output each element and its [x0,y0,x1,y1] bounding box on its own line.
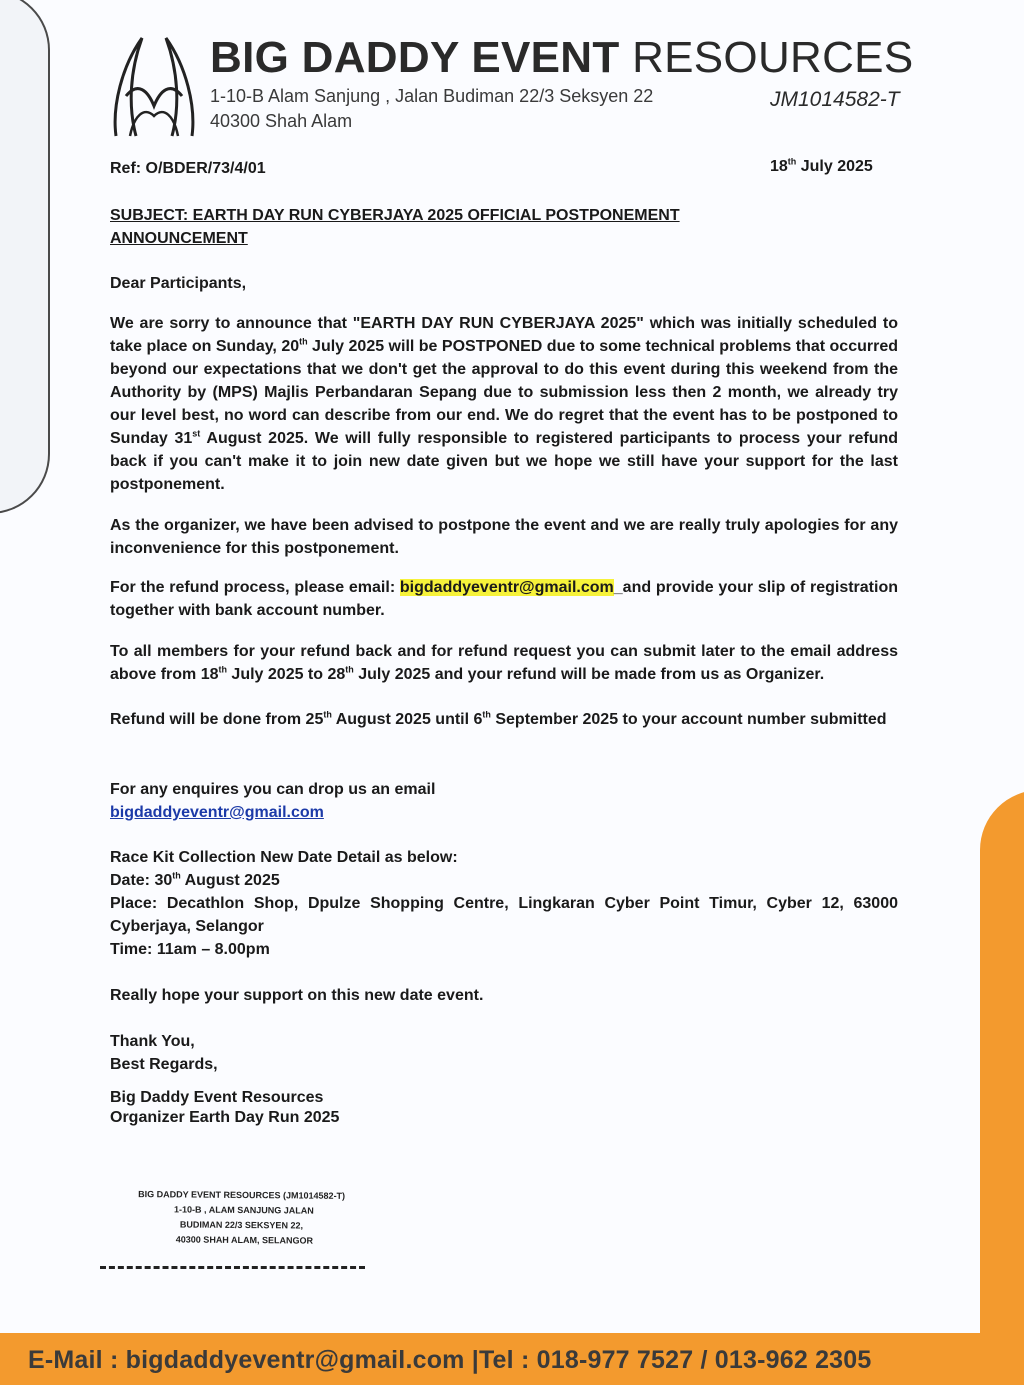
p4-part-b: July 2025 to 28 [226,666,346,683]
p4-sup-b: th [345,664,354,675]
company-stamp [138,1187,345,1249]
enquiries-email-link[interactable]: bigdaddyeventr@gmail.com [110,804,324,821]
p3-part-a: For the refund process, please email: [110,579,400,596]
p5-sup-a: th [323,709,332,720]
race-kit-details [110,846,898,961]
p5-part-a: Refund will be done from 25 [110,711,324,728]
stamp-line-1: BIG DADDY EVENT RESOURCES (JM1014582-T) [138,1189,346,1201]
signature-block [110,1088,898,1128]
company-name-bold: BIG DADDY EVENT [210,33,620,82]
closing [110,1030,898,1076]
closing-line-1: Thank You, [110,1033,195,1050]
p1-part-c: August 2025. We will fully responsible to registered participants to process your refund back if you can't make it to join new date given but we hope we still have your support for the last postponement. [110,430,899,493]
p5-sup-b: th [482,709,491,720]
signature-line-1: Big Daddy Event Resources [110,1089,324,1106]
company-logo-icon [108,36,200,140]
address-line-1: 1-10-B Alam Sanjung , Jalan Budiman 22/3 Seksyen 22 [210,86,654,106]
signature-line-2: Organizer Earth Day Run 2025 [110,1109,340,1126]
paragraph-refund-process [110,576,898,622]
letter-date [770,158,873,176]
date-rest: July 2025 [796,158,873,175]
p5-part-b: August 2025 until 6 [331,711,483,728]
paragraph-refund-dates [110,708,898,731]
address-line-2: 40300 Shah Alam [210,111,353,131]
p5-part-c: September 2025 to your account number submitted [490,711,887,728]
refund-email-highlighted[interactable]: bigdaddyeventr@gmail.com [399,579,614,596]
signature-dashed-line [100,1266,365,1269]
company-name [210,33,913,83]
paragraph-support: Really hope your support on this new date event. [110,987,484,1004]
subject-line: SUBJECT: EARTH DAY RUN CYBERJAYA 2025 OFFICIAL POSTPONEMENT ANNOUNCEMENT [110,207,680,247]
p1-sup-a: th [299,336,308,347]
p1-part-a: We are sorry to announce that "EARTH DAY RUN CYBERJAYA 2025" which was initially scheduled to take place on Sunday, 20 [110,315,898,355]
paragraph-enquiries [110,778,898,824]
date-suffix: th [787,156,797,167]
salutation: Dear Participants, [110,275,247,292]
stamp-line-3: BUDIMAN 22/3 SEKSYEN 22, [179,1219,304,1231]
company-name-thin: RESOURCES [632,33,914,82]
race-kit-date-b: August 2025 [180,872,280,889]
race-kit-date-sup: th [172,870,181,881]
footer-contact: E-Mail : bigdaddyeventr@gmail.com |Tel : 018-977 7527 / 013-962 2305 [28,1346,872,1374]
race-kit-heading: Race Kit Collection New Date Detail as below: [110,849,458,866]
paragraph-postponement [110,312,898,496]
race-kit-date [110,869,898,892]
p1-part-b: July 2025 will be POSTPONED due to some technical problems that occurred beyond our expectations that we don't get the approval to do this event during this weekend from the Authority by (MPS) Majlis Perbandaran Sepang due to submission less then 2 month, we already try our level best, no word can describe from our end. We do regret that the event has to be postponed to Sunday 31 [110,338,898,447]
registration-number: JM1014582-T [770,88,900,111]
paragraph-apology: As the organizer, we have been advised to postpone the event and we are really truly apologies for any inconvenience for this postponement. [110,517,898,557]
stamp-line-2: 1-10-B , ALAM SANJUNG JALAN [174,1204,314,1216]
p3-part-b: _and provide your slip of registration together with bank account number. [110,579,898,619]
date-day: 18 [770,158,788,175]
left-decoration [0,0,50,514]
orange-corner-decoration [980,790,1024,1350]
p4-part-c: July 2025 and your refund will be made from us as Organizer. [353,666,825,683]
p4-sup-a: th [218,664,227,675]
p1-sup-b: st [192,428,201,439]
stamp-line-4: 40300 SHAH ALAM, SELANGOR [175,1234,314,1246]
company-address [210,84,653,134]
race-kit-date-a: Date: 30 [110,872,173,889]
closing-line-2: Best Regards, [110,1056,218,1073]
race-kit-time: Time: 11am – 8.00pm [110,941,270,958]
paragraph-refund-request [110,640,898,686]
enquiries-line: For any enquires you can drop us an email [110,781,436,798]
reference-number: Ref: O/BDER/73/4/01 [110,160,266,177]
p4-part-a: To all members for your refund back and for refund request you can submit later to the email address above from 18 [110,643,898,683]
race-kit-place: Place: Decathlon Shop, Dpulze Shopping Centre, Lingkaran Cyber Point Timur, Cyber 12, 63000 Cyberjaya, Selangor [110,895,898,935]
